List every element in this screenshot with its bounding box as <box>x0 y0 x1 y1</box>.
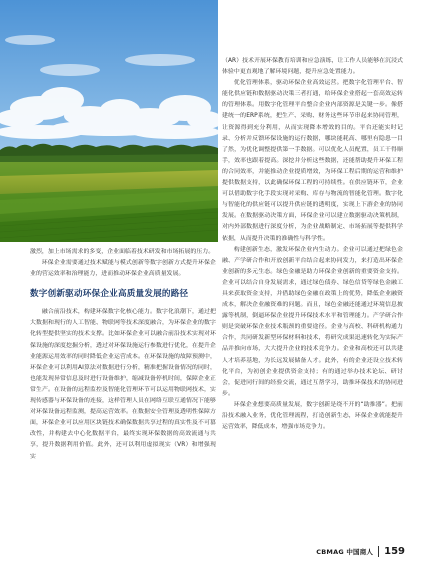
body-paragraph: 融合前沿技术，构建环保数字化核心能力。数字化浪潮下，通过把大数据和现行的人工智能、物联网等技术深度融合，为环保企业的数字化转型提供坚实的技术支撑。比如环保企业可以融合前沿技术实现对环保设施的深度挖掘分析，透过对环保设施运行参数进行优化，在提升企业能源运用效率的同时降低企业运营成本。在环保设施的故障预测中，环保企业可以利用AI算法对数据进行分析，精准把握设备情况的同时，也能发现异常信息及时进行设备维护，缩减设备停机时间，保障企业正常生产。在设备的远程监控及智能化管理环节可以运用物联网技术，实现传感器与环保设备的连接，这样管理人员在网络互联互通情况下能够对环保设备远程监测，提高运营效率。在数据安全管理及透明性保障方面，环保企业可以应用区块链技术确保数据共享过程的真实性及不可篡改性，并构建去中心化数据平台，最终实现环保数据的高效流通与共享，提升数据利用价值。此外，还可以利用虚拟现实（VR）和增强现实 <box>30 309 216 460</box>
body-paragraph-continued: （AR）技术开展环保教育培训和应急演练，让工作人员能够在沉浸式体验中更直观地了解环境问题，提升应急处置能力。 <box>222 58 403 76</box>
body-paragraph: 环保企业想要高质量发展，数字创新是绕不开的“助推器”。把前沿技术融入业务，优化管理流程，打造创新生态，环保企业就能提升运营效率，降低成本，增强市场竞争力。 <box>222 401 403 431</box>
landscape-photo <box>0 0 218 242</box>
right-text-column <box>222 56 403 433</box>
magazine-name: CBMAG 中国商人 <box>316 548 374 556</box>
intro-paragraph-continued: 激烈，加上市场需求的多变，企业面临着技术研发和市场拓展的压力。 <box>30 249 215 255</box>
body-paragraph: 构建创新生态，激发环保企业内生动力。企业可以通过把绿色金融、产学研合作和开放创新平台结合起来协同发力，来打造出环保企业创新的多元生态。绿色金融是助力环保企业创新的重要资金支持。企业可以结合自身发展需求，通过绿色债券、绿色信贷等绿色金融工具来获取资金支持，并借助绿色金融在政策上的优势，降低企业融资成本，解决企业融资难的问题。而且，绿色金融还能通过环境信息披露等机制，倒逼环保企业提升环保技术水平和管理能力。产学研合作则是突破环保企业技术瓶颈的重要途径。企业与高校、科研机构通力合作，共同研发新型环保材料和技术，将研究成果迅速转化为实际产品并推向市场，大大提升企业的技术竞争力。企业和高校还可以共建人才培养基地，为长远发展储备人才。此外，有的企业还设立技术转化平台，为初创企业提供资金支持；有的通过举办技术论坛、研讨会，促进同行间的经验交流，通过互帮学习，助推环保技术的协同进步。 <box>222 246 403 397</box>
page-footer <box>316 546 405 557</box>
page-number: 159 <box>384 546 405 557</box>
section-heading: 数字创新驱动环保企业高质量发展的路径 <box>30 289 189 300</box>
body-paragraph: 优化管理体系，驱动环保企业高效运营。把数字化管理平台、智能化供应链和数据驱动决策三者打通，给环保企业搭起一套高效运转的管理体系。用数字化管理平台整合企业内部资源是关键一步。像搭建统一的ERP系统，把生产、采购、财务这些环节串起来协同管理，让资源得到充分利用，从而实现降本增效的目的。平台还能实时记录、分析并反馈环保设施的运行数据，哪块能耗高、哪里有隐患一目了然，为优化调整提供第一手数据。可以优化人员配置，员工干得顺手，效率也跟着提高。深挖并分析这些数据，还能帮助提升环保工程的合同效率，并能推动企业提质增效，为环保工程后期的运营和维护提供数据支持，以此确保环保工程的可持续性。在供应链环节，企业可以借助数字化手段实现对采购、库存与物流的智能化管理。数字化与智能化的供应链可以提升供应链的透明度，实现上下游企业的协同发展。在数据驱动决策方面，环保企业可以建立数据驱动决策机制，对内外部数据进行深度分析，为企业战略制定、市场拓展等提供科学依据，从而提升决策的准确性与科学性。 <box>222 80 403 242</box>
left-text-column <box>30 247 216 463</box>
intro-paragraph: 环保企业需要通过技术赋能与模式创新等数字创新方式提升环保企业的营运效率和治理能力，进而推动环保企业高质量发展。 <box>30 260 216 278</box>
footer-divider <box>378 546 379 557</box>
